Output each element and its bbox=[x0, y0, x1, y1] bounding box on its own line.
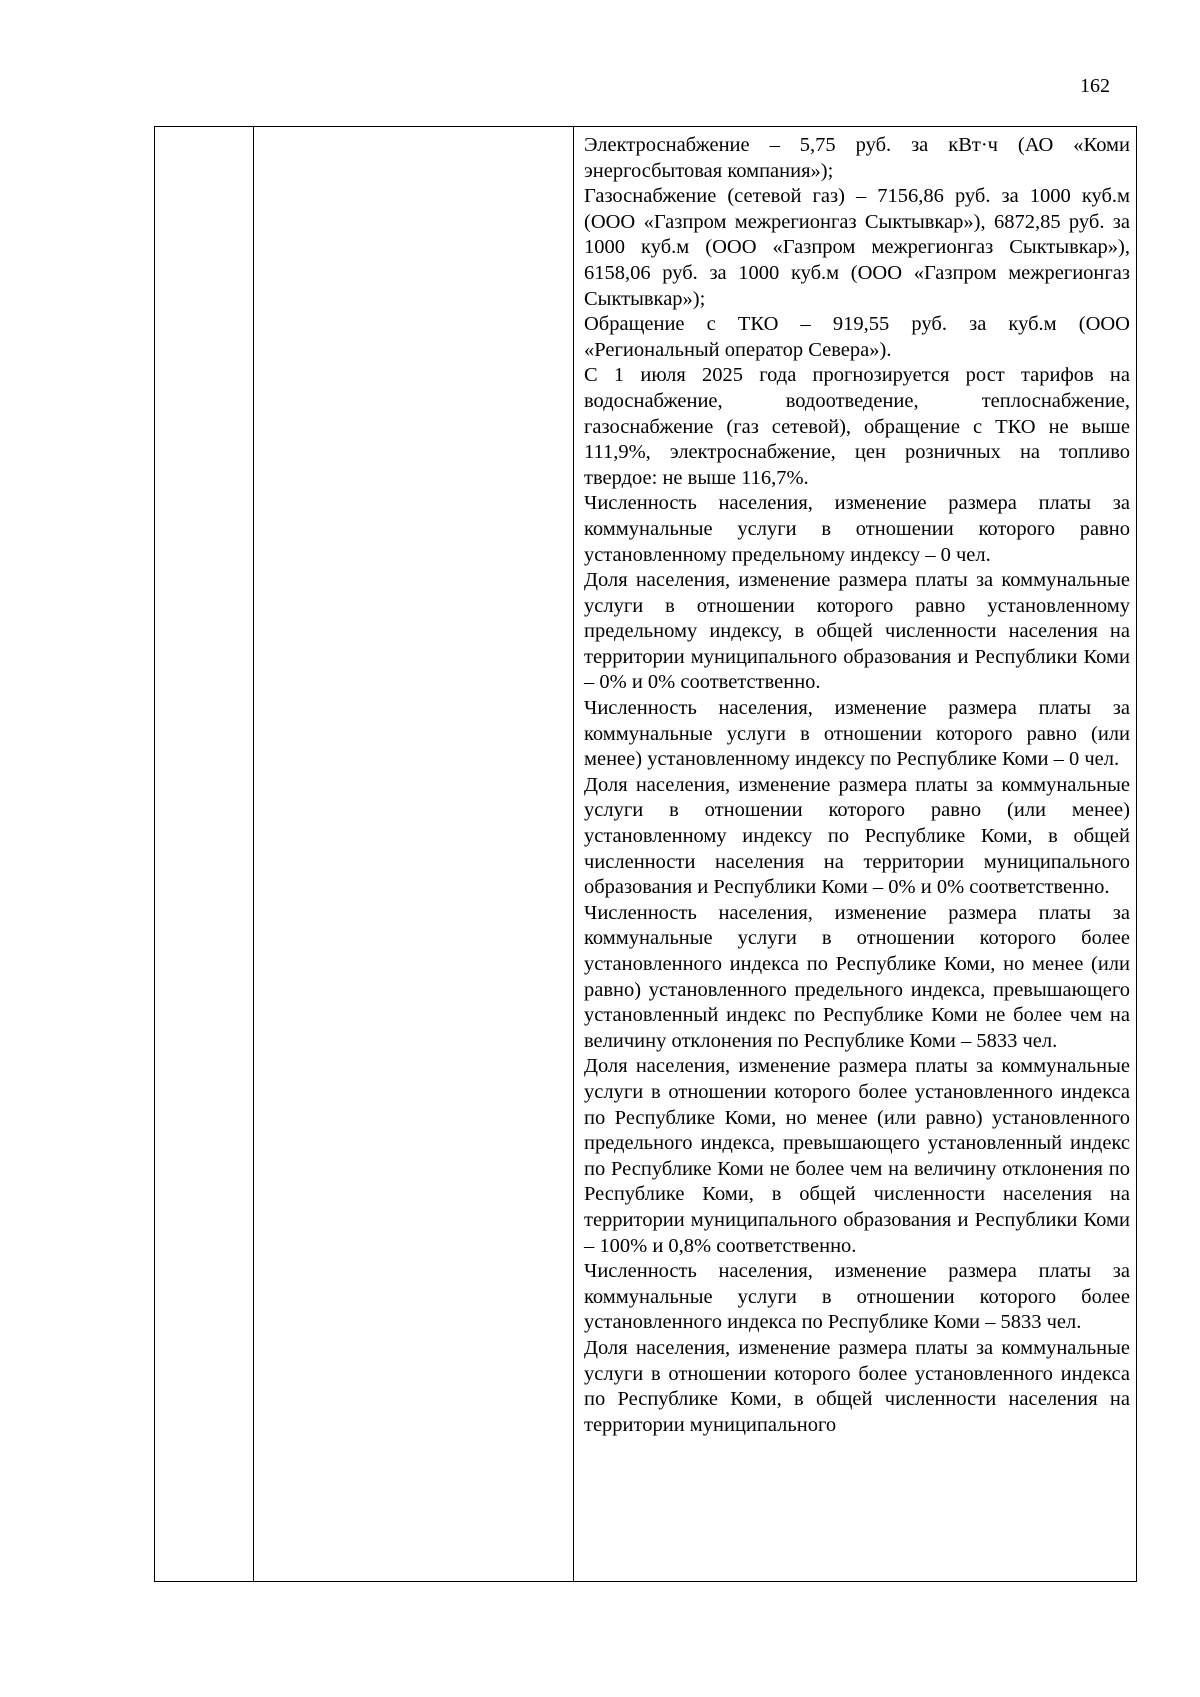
cell-text-block bbox=[574, 127, 1136, 1438]
paragraph-electricity: Электроснабжение – 5,75 руб. за кВт·ч (АО «Коми энергосбытовая компания»); bbox=[584, 134, 1130, 182]
paragraph-population-deviation: Численность населения, изменение размера платы за коммунальные услуги в отношении которого более установленного индекса по Республике Коми, но менее (или равно) установленного предельного индекса, превышающего установленный индекс по Республике Коми не более чем на величину отклонения по Республике Коми – 5833 чел. bbox=[584, 901, 1130, 1052]
table-cell-name bbox=[254, 127, 574, 1582]
page-number: 162 bbox=[1080, 75, 1110, 97]
paragraph-population-above-index: Численность населения, изменение размера платы за коммунальные услуги в отношении которого более установленного индекса по Республике Коми – 5833 чел. bbox=[584, 1260, 1130, 1334]
table-cell-number bbox=[155, 127, 254, 1582]
table-cell-description bbox=[574, 127, 1137, 1582]
table-row bbox=[155, 127, 1137, 1582]
paragraph-gas: Газоснабжение (сетевой газ) – 7156,86 руб. за 1000 куб.м (ООО «Газпром межрегионгаз Сыктывкар»), 6872,85 руб. за 1000 куб.м (ООО «Газпром межрегионгаз Сыктывкар»), 6158,06 руб. за 1000 куб.м (ООО «Газпром межрегионгаз Сыктывкар»); bbox=[584, 185, 1130, 310]
paragraph-share-deviation: Доля населения, изменение размера платы за коммунальные услуги в отношении которого более установленного индекса по Республике Коми, но менее (или равно) установленного предельного индекса, превышающего установленный индекс по Республике Коми не более чем на величину отклонения по Республике Коми, в общей численности населения на территории муниципального образования и Республики Коми – 100% и 0,8% соответственно. bbox=[584, 1055, 1130, 1257]
paragraph-population-limit-index: Численность населения, изменение размера платы за коммунальные услуги в отношении которого равно установленному предельному индексу – 0 чел. bbox=[584, 492, 1130, 566]
paragraph-population-republic-index: Численность населения, изменение размера платы за коммунальные услуги в отношении которого равно (или менее) установленному индексу по Республике Коми – 0 чел. bbox=[584, 697, 1130, 771]
paragraph-tariff-forecast: С 1 июля 2025 года прогнозируется рост тарифов на водоснабжение, водоотведение, теплоснабжение, газоснабжение (газ сетевой), обращение с ТКО не выше 111,9%, электроснабжение, цен розничных на топливо твердое: не выше 116,7%. bbox=[584, 364, 1130, 489]
document-table bbox=[154, 126, 1137, 1582]
paragraph-share-republic-index: Доля населения, изменение размера платы за коммунальные услуги в отношении которого равно (или менее) установленному индексу по Республике Коми, в общей численности населения на территории муниципального образования и Республики Коми – 0% и 0% соответственно. bbox=[584, 773, 1130, 899]
paragraph-share-above-index: Доля населения, изменение размера платы за коммунальные услуги в отношении которого более установленного индекса по Республике Коми, в общей численности населения на территории муниципального bbox=[584, 1336, 1130, 1436]
paragraph-share-limit-index: Доля населения, изменение размера платы за коммунальные услуги в отношении которого равно установленному предельному индексу, в общей численности населения на территории муниципального образования и Республики Коми – 0% и 0% соответственно. bbox=[584, 569, 1130, 694]
paragraph-waste: Обращение с ТКО – 919,55 руб. за куб.м (ООО «Региональный оператор Севера»). bbox=[584, 313, 1130, 361]
